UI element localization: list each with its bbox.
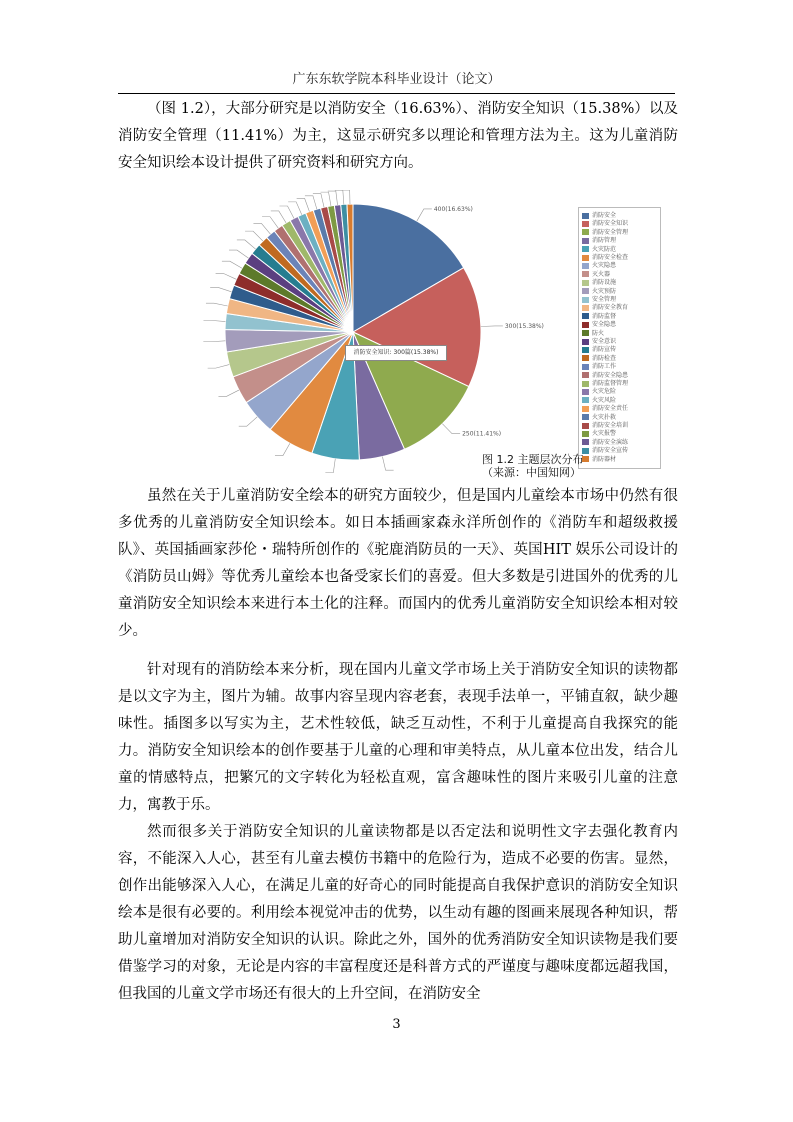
pie-value-label: 400(16.63%): [433, 205, 473, 213]
legend-swatch: [582, 372, 589, 378]
legend-item[interactable]: [582, 246, 616, 253]
legend-swatch: [582, 229, 589, 235]
legend-label: 消防安全演练: [592, 438, 629, 446]
legend-label: 消防安全教育: [592, 304, 629, 312]
legend-item[interactable]: [582, 229, 628, 236]
pie-leader-line: [382, 457, 393, 471]
legend-swatch: [582, 381, 589, 387]
legend-label: 消防安全管理: [592, 228, 629, 236]
pie-leader-line: [216, 274, 237, 280]
legend-label: 消防安全责任: [592, 405, 629, 413]
pie-value-label: 300(15.38%): [504, 322, 544, 330]
legend-item[interactable]: [582, 254, 628, 261]
legend-swatch: [582, 305, 589, 311]
legend-label: 火灾危险: [592, 388, 617, 396]
legend-label: 消防管理: [592, 237, 617, 245]
pie-value-label: 250(11.41%): [462, 430, 502, 438]
legend-label: 消防设施: [592, 279, 617, 287]
legend-label: 安全意识: [592, 338, 617, 345]
legend-label: 防火: [592, 329, 605, 337]
legend-swatch: [582, 288, 589, 294]
legend-swatch: [582, 313, 589, 319]
pie-leader-line: [280, 206, 294, 218]
legend-item[interactable]: [582, 262, 616, 269]
legend-item[interactable]: [582, 363, 616, 370]
legend-item[interactable]: [582, 430, 616, 437]
legend-item[interactable]: [582, 321, 616, 328]
legend-label: 消防监督管理: [592, 380, 629, 387]
legend-label: 火灾报警: [592, 430, 617, 438]
legend-item[interactable]: [582, 405, 628, 412]
chart-tooltip: 消防安全知识: 300篇(15.38%): [345, 345, 447, 361]
legend-item[interactable]: [582, 237, 616, 244]
pie-leader-line: [325, 459, 335, 473]
legend-item[interactable]: [582, 279, 616, 286]
legend-swatch: [582, 431, 589, 437]
legend-swatch: [582, 280, 589, 286]
legend-swatch: [582, 330, 589, 336]
paragraph-3: 针对现有的消防绘本来分析，现在国内儿童文学市场上关于消防安全知识的读物都是以文字为主，图片为辅。故事内容呈现内容老套，表现手法单一，平铺直叙，缺少趣味性。插图多以写实为主，艺术性较低，缺乏互动性，不利于儿童提高自我探究的能力。消防安全知识绘本的创作要基于儿童的心理和审美特点，从儿童本位出发，结合儿童的情感特点，把繁冗的文字转化为轻松直观，富含趣味性的图片来吸引儿童的注意力，寓教于乐。: [118, 662, 678, 813]
legend-item[interactable]: [582, 271, 610, 278]
legend-label: 安全管理: [592, 296, 617, 303]
legend-label: 火灾扑救: [592, 413, 617, 421]
chart-legend: [578, 207, 661, 469]
legend-item[interactable]: [582, 288, 616, 295]
pie-leader-line: [229, 250, 248, 258]
legend-item[interactable]: [582, 304, 628, 311]
legend-label: 消防安全隐患: [592, 371, 629, 379]
figure-caption: [482, 453, 584, 479]
legend-swatch: [582, 238, 589, 244]
legend-label: 火灾隐患: [592, 262, 617, 270]
legend-swatch: [582, 389, 589, 395]
legend-item[interactable]: [582, 439, 628, 446]
legend-label: 火灾预防: [592, 287, 617, 295]
pie-leader-line: [206, 303, 228, 306]
pie-leader-line: [442, 424, 460, 434]
legend-label: 消防安全知识: [592, 220, 629, 228]
legend-swatch: [582, 339, 589, 345]
legend-label: 消防器材: [592, 455, 617, 463]
pie-leader-line: [262, 217, 278, 228]
pie-leader-line: [239, 417, 257, 426]
legend-label: 消防宣传: [592, 346, 617, 354]
legend-item[interactable]: [582, 346, 616, 353]
legend-item[interactable]: [582, 338, 616, 345]
pie-leader-line: [481, 326, 503, 327]
pie-leader-line: [203, 320, 225, 321]
legend-item[interactable]: [582, 355, 616, 362]
legend-swatch: [582, 271, 589, 277]
legend-label: 火灾防范: [592, 245, 617, 253]
pie-leader-line: [218, 390, 238, 396]
paragraph-1: （图 1.2），大部分研究是以消防安全（16.63%）、消防安全知识（15.38%）以及消防安全管理（11.41%）为主，这显示研究多以理论和管理方法为主。这为儿童消防安全知识绘本设计提供了研究资料和研究方向。: [118, 101, 678, 171]
legend-item[interactable]: [582, 447, 628, 454]
legend-label: 消防安全检查: [592, 254, 629, 261]
legend-label: 消防安全: [592, 212, 617, 219]
pie-leader-line: [203, 341, 225, 342]
legend-swatch: [582, 221, 589, 227]
legend-label: 消防安全宣传: [592, 447, 629, 455]
pie-leader-line: [245, 231, 263, 241]
pie-leader-line: [275, 443, 290, 455]
legend-label: 消防工作: [592, 363, 617, 371]
pie-leader-line: [237, 240, 256, 249]
legend-item[interactable]: [582, 414, 616, 421]
legend-item[interactable]: [582, 330, 604, 337]
legend-swatch: [582, 213, 589, 219]
legend-swatch: [582, 246, 589, 252]
paragraph-4: 然而很多关于消防安全知识的儿童读物都是以否定法和说明性文字去强化教育内容，不能深入人心，甚至有儿童去模仿书籍中的危险行为，造成不必要的伤害。显然，创作出能够深入人心，在满足儿童的好奇心的同时能提高自我保护意识的消防安全知识绘本是很有必要的。利用绘本视觉冲击的优势，以生动有趣的图画来展现各种知识，帮助儿童增加对消防安全知识的认识。除此之外，国外的优秀消防安全知识读物是我们要借鉴学习的对象，无论是内容的丰富程度还是科普方式的严谨度与趣味度都远超我国，但我国的儿童文学市场还有很大的上升空间，在消防安全: [118, 824, 678, 1002]
legend-label: 消防监督: [592, 312, 617, 320]
legend-item[interactable]: [582, 388, 616, 395]
legend-item[interactable]: [582, 220, 628, 227]
legend-item[interactable]: [582, 313, 616, 320]
pie-leader-line: [305, 196, 317, 209]
legend-swatch: [582, 423, 589, 429]
legend-swatch: [582, 439, 589, 445]
legend-item[interactable]: [582, 296, 616, 303]
pie-leader-line: [288, 202, 302, 215]
paragraph-2: 虽然在关于儿童消防安全绘本的研究方面较少，但是国内儿童绘本市场中仍然有很多优秀的儿童消防安全知识绘本。如日本插画家森永洋所创作的《消防车和超级救援队》、英国插画家莎伦・瑞特所创作的《驼鹿消防员的一天》、英国HIT 娱乐公司设计的《消防员山姆》等优秀儿童绘本也备受家长们的喜爱。但大多数是引进国外的优秀的儿童消防安全知识绘本来进行本土化的注释。而国内的优秀儿童消防安全知识绘本相对较少。: [118, 488, 678, 639]
pie-leader-line: [210, 287, 231, 291]
legend-label: 火灾风险: [592, 396, 617, 404]
caption-title: 图 1.2 主题层次分布: [482, 453, 584, 466]
legend-swatch: [582, 263, 589, 269]
legend-swatch: [582, 322, 589, 328]
pie-leader-line: [297, 198, 310, 211]
caption-source: （来源：中国知网）: [482, 466, 581, 479]
pie-leader-line: [253, 223, 270, 234]
legend-label: 安全隐患: [592, 321, 617, 329]
legend-swatch: [582, 347, 589, 353]
legend-label: 消防检查: [592, 354, 617, 362]
page-header: 广东东软学院本科毕业设计（论文）: [118, 68, 675, 94]
legend-swatch: [582, 297, 589, 303]
legend-label: 灭火器: [592, 270, 611, 278]
legend-swatch: [582, 397, 589, 403]
legend-swatch: [582, 414, 589, 420]
legend-swatch: [582, 355, 589, 361]
legend-item[interactable]: [582, 212, 616, 219]
pie-leader-line: [417, 209, 432, 221]
legend-item[interactable]: [582, 380, 628, 387]
legend-item[interactable]: [582, 372, 628, 379]
legend-swatch: [582, 364, 589, 370]
pie-leader-line: [222, 261, 242, 268]
legend-swatch: [582, 255, 589, 261]
legend-swatch: [582, 406, 589, 412]
legend-item[interactable]: [582, 397, 616, 404]
legend-item[interactable]: [582, 422, 628, 429]
pie-leader-line: [208, 365, 230, 369]
page-number: 3: [392, 1017, 401, 1032]
legend-item[interactable]: [582, 456, 616, 463]
legend-label: 消防安全培训: [592, 422, 629, 429]
